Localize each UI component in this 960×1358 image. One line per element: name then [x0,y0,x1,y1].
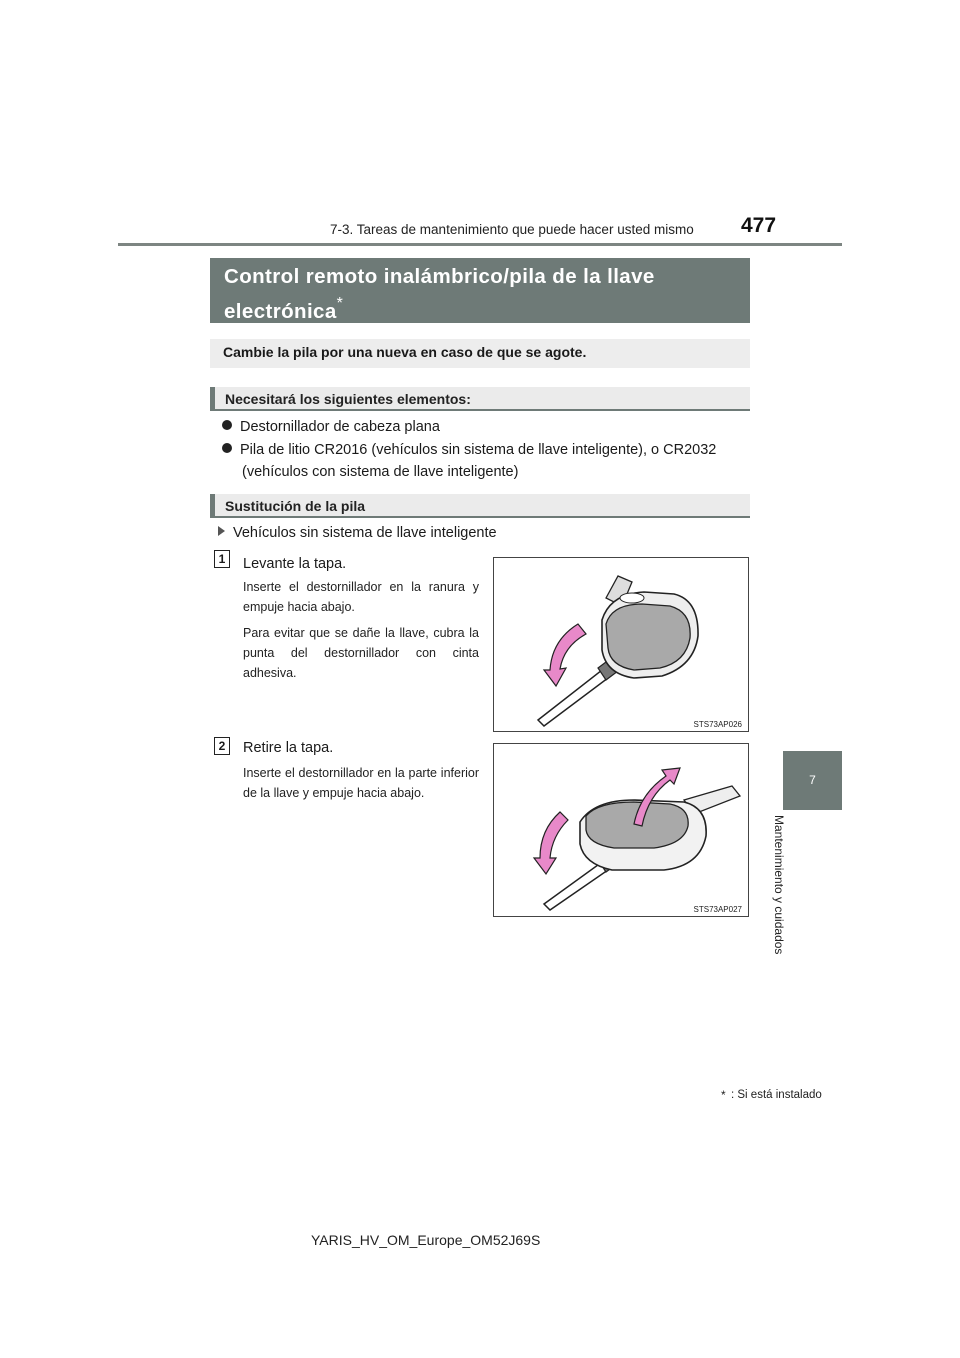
bullet-text-continued: (vehículos con sistema de llave inteligente) [242,464,519,480]
step-title: Retire la tapa. [243,740,334,756]
title-line2: electrónica [224,299,337,323]
page-title [210,258,750,323]
page-number: 477 [741,214,777,237]
key-illustration [494,744,748,916]
figure-code: STS73AP027 [693,905,742,914]
footnote [721,1088,822,1102]
figure-remove-cover [493,743,749,917]
chapter-title: Mantenimiento y cuidados [772,815,786,955]
header-rule [118,243,842,246]
bullet-icon [222,420,232,430]
footnote-text: : Si está instalado [731,1089,822,1101]
document-id: YARIS_HV_OM_Europe_OM52J69S [311,1232,541,1248]
step-note: Inserte el destornillador en la parte inferior de la llave y empuje hacia abajo. [243,766,479,800]
items-heading: Necesitará los siguientes elementos: [210,387,750,411]
bullet-text: Destornillador de cabeza plana [240,419,440,435]
triangle-right-icon [218,526,225,536]
step-note: Para evitar que se dañe la llave, cubra la punta del destornillador con cinta adhesiva. [243,626,479,680]
title-line1: Control remoto inalámbrico/pila de la llave [224,265,655,288]
step-note: Inserte el destornillador en la ranura y empuje hacia abajo. [243,580,479,614]
bullet-text: Pila de litio CR2016 (vehículos sin sistema de llave inteligente), o CR2032 [240,442,717,458]
condition-text: Vehículos sin sistema de llave inteligente [233,525,497,541]
intro-text: Cambie la pila por una nueva en caso de que se agote. [210,339,750,368]
step-title: Levante la tapa. [243,556,347,572]
step-number: 1 [214,550,230,568]
list-item [222,439,752,483]
title-asterisk: * [336,295,344,312]
step-notes [243,577,479,689]
step-notes [243,763,479,809]
footnote-marker: * [721,1088,726,1102]
condition-line [218,525,497,541]
figure-code: STS73AP026 [693,720,742,729]
list-item [222,416,752,438]
chapter-label [772,815,806,975]
step-number: 2 [214,737,230,755]
chapter-tab: 7 [783,751,842,810]
bullet-icon [222,443,232,453]
section-header: 7-3. Tareas de mantenimiento que puede hacer usted mismo [330,222,694,237]
figure-lift-cover [493,557,749,732]
key-illustration [494,558,748,731]
replacement-heading: Sustitución de la pila [210,494,750,518]
